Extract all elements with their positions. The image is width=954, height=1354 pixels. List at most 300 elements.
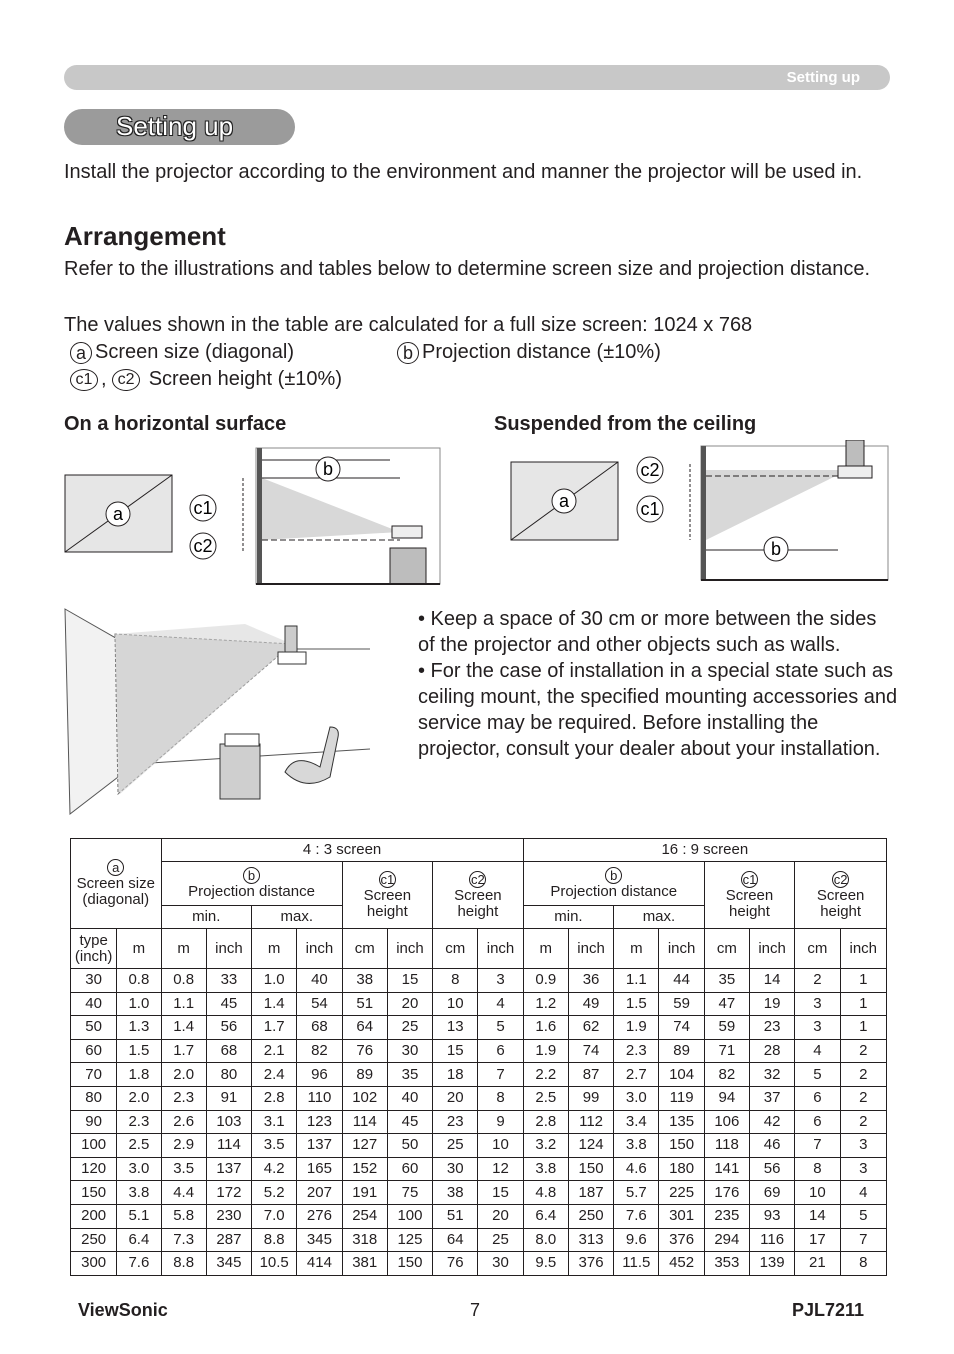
table-cell: 50 <box>71 1016 117 1040</box>
table-cell: 82 <box>297 1039 342 1063</box>
table-cell: 8.8 <box>252 1228 297 1252</box>
table-cell: 4 <box>795 1039 840 1063</box>
unit-header: m <box>614 929 659 969</box>
table-cell: 2 <box>840 1039 886 1063</box>
table-cell: 116 <box>749 1228 794 1252</box>
table-cell: 6 <box>795 1086 840 1110</box>
table-cell: 51 <box>433 1204 478 1228</box>
c1-header-43 <box>342 862 433 929</box>
table-cell: 3.8 <box>117 1181 161 1205</box>
table-cell: 1 <box>840 1016 886 1040</box>
table-cell: 135 <box>659 1110 704 1134</box>
legend-c2-mark: c2 <box>112 369 140 391</box>
th-c2-height-169: Screen height <box>816 886 865 920</box>
table-cell: 5.7 <box>614 1181 659 1205</box>
units-row <box>71 929 887 969</box>
table-cell: 14 <box>795 1204 840 1228</box>
table-cell: 36 <box>568 969 613 993</box>
table-cell: 71 <box>704 1039 749 1063</box>
table-cell: 70 <box>71 1063 117 1087</box>
group-169-header: 16 : 9 screen <box>523 839 886 862</box>
unit-header: cm <box>795 929 840 969</box>
table-cell: 60 <box>387 1157 432 1181</box>
table-cell: 1.0 <box>117 992 161 1016</box>
table-cell: 8 <box>478 1086 523 1110</box>
table-row <box>71 1204 887 1228</box>
table-cell: 25 <box>387 1016 432 1040</box>
section-title: Setting up <box>116 111 234 141</box>
table-cell: 15 <box>478 1181 523 1205</box>
table-cell: 2.5 <box>117 1134 161 1158</box>
table-cell: 318 <box>342 1228 387 1252</box>
th-c1-height-169: Screen height <box>725 886 774 920</box>
table-cell: 15 <box>387 969 432 993</box>
table-cell: 25 <box>433 1134 478 1158</box>
diag-a-label: a <box>112 504 124 524</box>
table-cell: 3.0 <box>614 1086 659 1110</box>
table-cell: 8 <box>795 1157 840 1181</box>
table-cell: 1.2 <box>523 992 568 1016</box>
table-cell: 7.0 <box>252 1204 297 1228</box>
table-cell: 6.4 <box>117 1228 161 1252</box>
table-cell: 28 <box>749 1039 794 1063</box>
table-cell: 3.0 <box>117 1157 161 1181</box>
table-cell: 4 <box>840 1181 886 1205</box>
table-cell: 1.9 <box>614 1016 659 1040</box>
table-cell: 0.8 <box>161 969 206 993</box>
table-cell: 2.3 <box>161 1086 206 1110</box>
table-cell: 2 <box>840 1086 886 1110</box>
table-row <box>71 1157 887 1181</box>
table-cell: 414 <box>297 1252 342 1276</box>
table-cell: 9.6 <box>614 1228 659 1252</box>
ceil-c1-label: c1 <box>640 499 660 519</box>
table-cell: 2.7 <box>614 1063 659 1087</box>
table-cell: 3 <box>840 1134 886 1158</box>
table-cell: 1.4 <box>161 1016 206 1040</box>
table-cell: 1.9 <box>523 1039 568 1063</box>
th-mark-c1-43: c1 <box>380 871 395 887</box>
table-cell: 80 <box>71 1086 117 1110</box>
table-cell: 40 <box>71 992 117 1016</box>
table-cell: 2.0 <box>117 1086 161 1110</box>
table-cell: 2.4 <box>252 1063 297 1087</box>
table-row <box>71 1228 887 1252</box>
table-cell: 35 <box>387 1063 432 1087</box>
note-2: • For the case of installation in a special state such as ceiling mount, the specified mounting accessories and service may be required. Before installing the projector, consult your dealer about your installation. <box>418 660 898 760</box>
unit-header: inch <box>387 929 432 969</box>
table-cell: 45 <box>206 992 251 1016</box>
table-cell: 40 <box>387 1086 432 1110</box>
arrangement-para1: Refer to the illustrations and tables below to determine screen size and projection distance. <box>64 258 871 280</box>
table-cell: 137 <box>297 1134 342 1158</box>
table-cell: 33 <box>206 969 251 993</box>
table-cell: 68 <box>297 1016 342 1040</box>
table-cell: 50 <box>387 1134 432 1158</box>
table-cell: 2 <box>840 1063 886 1087</box>
table-cell: 99 <box>568 1086 613 1110</box>
table-cell: 44 <box>659 969 704 993</box>
table-cell: 150 <box>568 1157 613 1181</box>
table-cell: 69 <box>749 1181 794 1205</box>
table-cell: 1 <box>840 969 886 993</box>
table-cell: 5.2 <box>252 1181 297 1205</box>
table-cell: 30 <box>478 1252 523 1276</box>
c2-header-43 <box>433 862 524 929</box>
table-cell: 2.3 <box>614 1039 659 1063</box>
table-cell: 6.4 <box>523 1204 568 1228</box>
table-cell: 56 <box>749 1157 794 1181</box>
table-cell: 353 <box>704 1252 749 1276</box>
table-row <box>71 1110 887 1134</box>
table-cell: 1.3 <box>117 1016 161 1040</box>
table-cell: 76 <box>433 1252 478 1276</box>
legend-c1-mark: c1 <box>70 369 98 391</box>
table-cell: 200 <box>71 1204 117 1228</box>
unit-header: inch <box>659 929 704 969</box>
table-cell: 254 <box>342 1204 387 1228</box>
table-cell: 94 <box>704 1086 749 1110</box>
unit-header: inch <box>206 929 251 969</box>
th-screen-size: Screen size (diagonal) <box>76 875 155 908</box>
legend-a <box>70 341 294 364</box>
table-cell: 137 <box>206 1157 251 1181</box>
table-cell: 114 <box>342 1110 387 1134</box>
table-cell: 127 <box>342 1134 387 1158</box>
table-cell: 301 <box>659 1204 704 1228</box>
table-cell: 51 <box>342 992 387 1016</box>
arrangement-heading: Arrangement <box>64 221 226 251</box>
horizontal-surface-title: On a horizontal surface <box>64 413 287 435</box>
table-cell: 1.4 <box>252 992 297 1016</box>
th-c2-height-43: Screen height <box>454 886 502 920</box>
legend-sep: , <box>101 368 107 390</box>
table-cell: 114 <box>206 1134 251 1158</box>
table-cell: 96 <box>297 1063 342 1087</box>
screen-size-header <box>71 839 162 929</box>
legend-c <box>70 368 342 391</box>
table-cell: 82 <box>704 1063 749 1087</box>
table-cell: 3 <box>795 1016 840 1040</box>
table-cell: 152 <box>342 1157 387 1181</box>
table-cell: 7.3 <box>161 1228 206 1252</box>
table-cell: 10 <box>795 1181 840 1205</box>
table-cell: 76 <box>342 1039 387 1063</box>
table-cell: 2.3 <box>117 1110 161 1134</box>
table-cell: 68 <box>206 1039 251 1063</box>
room-illustration <box>60 604 380 818</box>
table-cell: 74 <box>659 1016 704 1040</box>
table-cell: 2.8 <box>252 1086 297 1110</box>
table-cell: 119 <box>659 1086 704 1110</box>
table-cell: 7.6 <box>117 1252 161 1276</box>
table-cell: 5.8 <box>161 1204 206 1228</box>
unit-header: cm <box>704 929 749 969</box>
screen-size-table <box>70 838 887 1276</box>
unit-header: inch <box>297 929 342 969</box>
table-cell: 23 <box>433 1110 478 1134</box>
th-proj-dist-169: Projection distance <box>550 883 678 900</box>
running-header-title: Setting up <box>786 69 860 86</box>
table-cell: 13 <box>433 1016 478 1040</box>
table-cell: 165 <box>297 1157 342 1181</box>
min-169: min. <box>523 906 614 929</box>
table-cell: 17 <box>795 1228 840 1252</box>
table-cell: 2.1 <box>252 1039 297 1063</box>
unit-header: m <box>523 929 568 969</box>
footer-model: PJL7211 <box>792 1300 865 1320</box>
legend-b-mark: b <box>397 342 419 364</box>
th-mark-c2-169: c2 <box>833 871 848 887</box>
table-cell: 452 <box>659 1252 704 1276</box>
th-mark-c1-169: c1 <box>742 871 757 887</box>
table-cell: 19 <box>749 992 794 1016</box>
min-43: min. <box>161 906 252 929</box>
table-cell: 9.5 <box>523 1252 568 1276</box>
table-cell: 250 <box>71 1228 117 1252</box>
table-cell: 60 <box>71 1039 117 1063</box>
intro-text: Install the projector according to the environment and manner the projector will be used in. <box>64 161 863 183</box>
table-cell: 9 <box>478 1110 523 1134</box>
unit-header: inch <box>568 929 613 969</box>
table-cell: 287 <box>206 1228 251 1252</box>
table-cell: 12 <box>478 1157 523 1181</box>
table-cell: 313 <box>568 1228 613 1252</box>
table-cell: 100 <box>387 1204 432 1228</box>
table-cell: 230 <box>206 1204 251 1228</box>
table-cell: 40 <box>297 969 342 993</box>
table-row <box>71 992 887 1016</box>
running-header-bar <box>64 65 890 90</box>
table-cell: 172 <box>206 1181 251 1205</box>
ceiling-title: Suspended from the ceiling <box>494 413 757 435</box>
footer-brand: ViewSonic <box>78 1300 168 1320</box>
table-cell: 4 <box>478 992 523 1016</box>
table-cell: 4.4 <box>161 1181 206 1205</box>
table-cell: 91 <box>206 1086 251 1110</box>
table-cell: 150 <box>659 1134 704 1158</box>
table-cell: 376 <box>568 1252 613 1276</box>
table-cell: 112 <box>568 1110 613 1134</box>
table-cell: 124 <box>568 1134 613 1158</box>
table-cell: 6 <box>795 1110 840 1134</box>
table-cell: 6 <box>478 1039 523 1063</box>
table-cell: 56 <box>206 1016 251 1040</box>
table-cell: 3 <box>478 969 523 993</box>
table-cell: 8.8 <box>161 1252 206 1276</box>
th-proj-dist-43: Projection distance <box>188 883 315 900</box>
table-cell: 3 <box>840 1157 886 1181</box>
table-cell: 250 <box>568 1204 613 1228</box>
diag-c1-label: c1 <box>193 498 213 518</box>
max-169: max. <box>614 906 705 929</box>
horizontal-diagram <box>60 440 450 590</box>
table-cell: 139 <box>749 1252 794 1276</box>
th-mark-b-43: b <box>243 867 260 884</box>
unit-header: type (inch) <box>71 929 117 969</box>
table-cell: 18 <box>433 1063 478 1087</box>
proj-dist-169 <box>523 862 704 906</box>
table-cell: 46 <box>749 1134 794 1158</box>
table-cell: 10.5 <box>252 1252 297 1276</box>
table-cell: 118 <box>704 1134 749 1158</box>
diag-b-label: b <box>322 459 334 479</box>
unit-header: m <box>161 929 206 969</box>
table-cell: 25 <box>478 1228 523 1252</box>
table-cell: 1.0 <box>252 969 297 993</box>
table-row <box>71 1181 887 1205</box>
table-cell: 1 <box>840 992 886 1016</box>
table-cell: 74 <box>568 1039 613 1063</box>
table-cell: 64 <box>433 1228 478 1252</box>
footer-page-number: 7 <box>470 1300 481 1320</box>
legend-b-text: Projection distance (±10%) <box>422 341 661 363</box>
legend-b <box>397 341 661 364</box>
table-cell: 104 <box>659 1063 704 1087</box>
table-cell: 37 <box>749 1086 794 1110</box>
table-cell: 3.5 <box>161 1157 206 1181</box>
table-cell: 276 <box>297 1204 342 1228</box>
proj-dist-43 <box>161 862 342 906</box>
unit-header: m <box>252 929 297 969</box>
table-cell: 14 <box>749 969 794 993</box>
th-c1-height-43: Screen height <box>363 886 412 920</box>
table-cell: 8 <box>433 969 478 993</box>
table-cell: 3.1 <box>252 1110 297 1134</box>
table-cell: 7 <box>478 1063 523 1087</box>
table-cell: 300 <box>71 1252 117 1276</box>
th-mark-b-169: b <box>605 867 622 884</box>
table-cell: 2.9 <box>161 1134 206 1158</box>
table-cell: 75 <box>387 1181 432 1205</box>
ceil-b-label: b <box>770 539 782 559</box>
max-43: max. <box>252 906 343 929</box>
installation-notes <box>418 606 898 762</box>
table-cell: 7 <box>840 1228 886 1252</box>
table-cell: 64 <box>342 1016 387 1040</box>
c2-header-169 <box>795 862 887 929</box>
legend-c-text: Screen height (±10%) <box>148 368 342 390</box>
table-cell: 4.2 <box>252 1157 297 1181</box>
table-cell: 0.8 <box>117 969 161 993</box>
table-cell: 207 <box>297 1181 342 1205</box>
table-row <box>71 1086 887 1110</box>
table-cell: 235 <box>704 1204 749 1228</box>
table-row <box>71 1134 887 1158</box>
table-cell: 11.5 <box>614 1252 659 1276</box>
table-cell: 125 <box>387 1228 432 1252</box>
table-cell: 10 <box>433 992 478 1016</box>
section-title-pill <box>64 109 295 145</box>
table-cell: 2.8 <box>523 1110 568 1134</box>
table-cell: 5.1 <box>117 1204 161 1228</box>
c1-header-169 <box>704 862 795 929</box>
table-cell: 59 <box>659 992 704 1016</box>
table-cell: 4.8 <box>523 1181 568 1205</box>
table-cell: 30 <box>387 1039 432 1063</box>
legend-a-text: Screen size (diagonal) <box>95 341 294 363</box>
table-cell: 89 <box>659 1039 704 1063</box>
table-cell: 141 <box>704 1157 749 1181</box>
table-row <box>71 1063 887 1087</box>
table-cell: 1.7 <box>252 1016 297 1040</box>
table-cell: 32 <box>749 1063 794 1087</box>
table-cell: 49 <box>568 992 613 1016</box>
table-cell: 3.5 <box>252 1134 297 1158</box>
table-cell: 62 <box>568 1016 613 1040</box>
table-row <box>71 1016 887 1040</box>
table-cell: 7.6 <box>614 1204 659 1228</box>
table-cell: 47 <box>704 992 749 1016</box>
table-cell: 1.7 <box>161 1039 206 1063</box>
unit-header: inch <box>840 929 886 969</box>
table-cell: 15 <box>433 1039 478 1063</box>
table-cell: 2.6 <box>161 1110 206 1134</box>
table-cell: 187 <box>568 1181 613 1205</box>
table-cell: 30 <box>433 1157 478 1181</box>
group-43-header: 4 : 3 screen <box>161 839 523 862</box>
table-cell: 20 <box>433 1086 478 1110</box>
table-cell: 191 <box>342 1181 387 1205</box>
table-cell: 0.9 <box>523 969 568 993</box>
table-cell: 345 <box>206 1252 251 1276</box>
table-cell: 150 <box>71 1181 117 1205</box>
table-cell: 8.0 <box>523 1228 568 1252</box>
ceil-c2-label: c2 <box>640 460 660 480</box>
table-cell: 35 <box>704 969 749 993</box>
table-cell: 1.5 <box>614 992 659 1016</box>
table-cell: 30 <box>71 969 117 993</box>
table-cell: 2 <box>795 969 840 993</box>
table-cell: 120 <box>71 1157 117 1181</box>
th-mark-c2-43: c2 <box>471 871 485 887</box>
table-cell: 45 <box>387 1110 432 1134</box>
table-cell: 110 <box>297 1086 342 1110</box>
table-cell: 80 <box>206 1063 251 1087</box>
table-cell: 1.8 <box>117 1063 161 1087</box>
table-cell: 225 <box>659 1181 704 1205</box>
table-cell: 3.2 <box>523 1134 568 1158</box>
table-cell: 3 <box>795 992 840 1016</box>
table-cell: 8 <box>840 1252 886 1276</box>
table-cell: 87 <box>568 1063 613 1087</box>
unit-header: cm <box>433 929 478 969</box>
table-cell: 123 <box>297 1110 342 1134</box>
table-row <box>71 969 887 993</box>
table-cell: 381 <box>342 1252 387 1276</box>
table-cell: 180 <box>659 1157 704 1181</box>
table-cell: 89 <box>342 1063 387 1087</box>
table-cell: 376 <box>659 1228 704 1252</box>
table-cell: 3.8 <box>523 1157 568 1181</box>
table-cell: 10 <box>478 1134 523 1158</box>
table-cell: 5 <box>478 1016 523 1040</box>
table-cell: 38 <box>433 1181 478 1205</box>
table-cell: 294 <box>704 1228 749 1252</box>
table-cell: 38 <box>342 969 387 993</box>
unit-header: inch <box>478 929 523 969</box>
table-row <box>71 1252 887 1276</box>
table-cell: 1.6 <box>523 1016 568 1040</box>
table-cell: 1.5 <box>117 1039 161 1063</box>
diag-c2-label: c2 <box>193 536 213 556</box>
table-cell: 1.1 <box>161 992 206 1016</box>
table-cell: 20 <box>387 992 432 1016</box>
table-cell: 5 <box>840 1204 886 1228</box>
table-cell: 1.1 <box>614 969 659 993</box>
table-cell: 3.4 <box>614 1110 659 1134</box>
table-cell: 42 <box>749 1110 794 1134</box>
